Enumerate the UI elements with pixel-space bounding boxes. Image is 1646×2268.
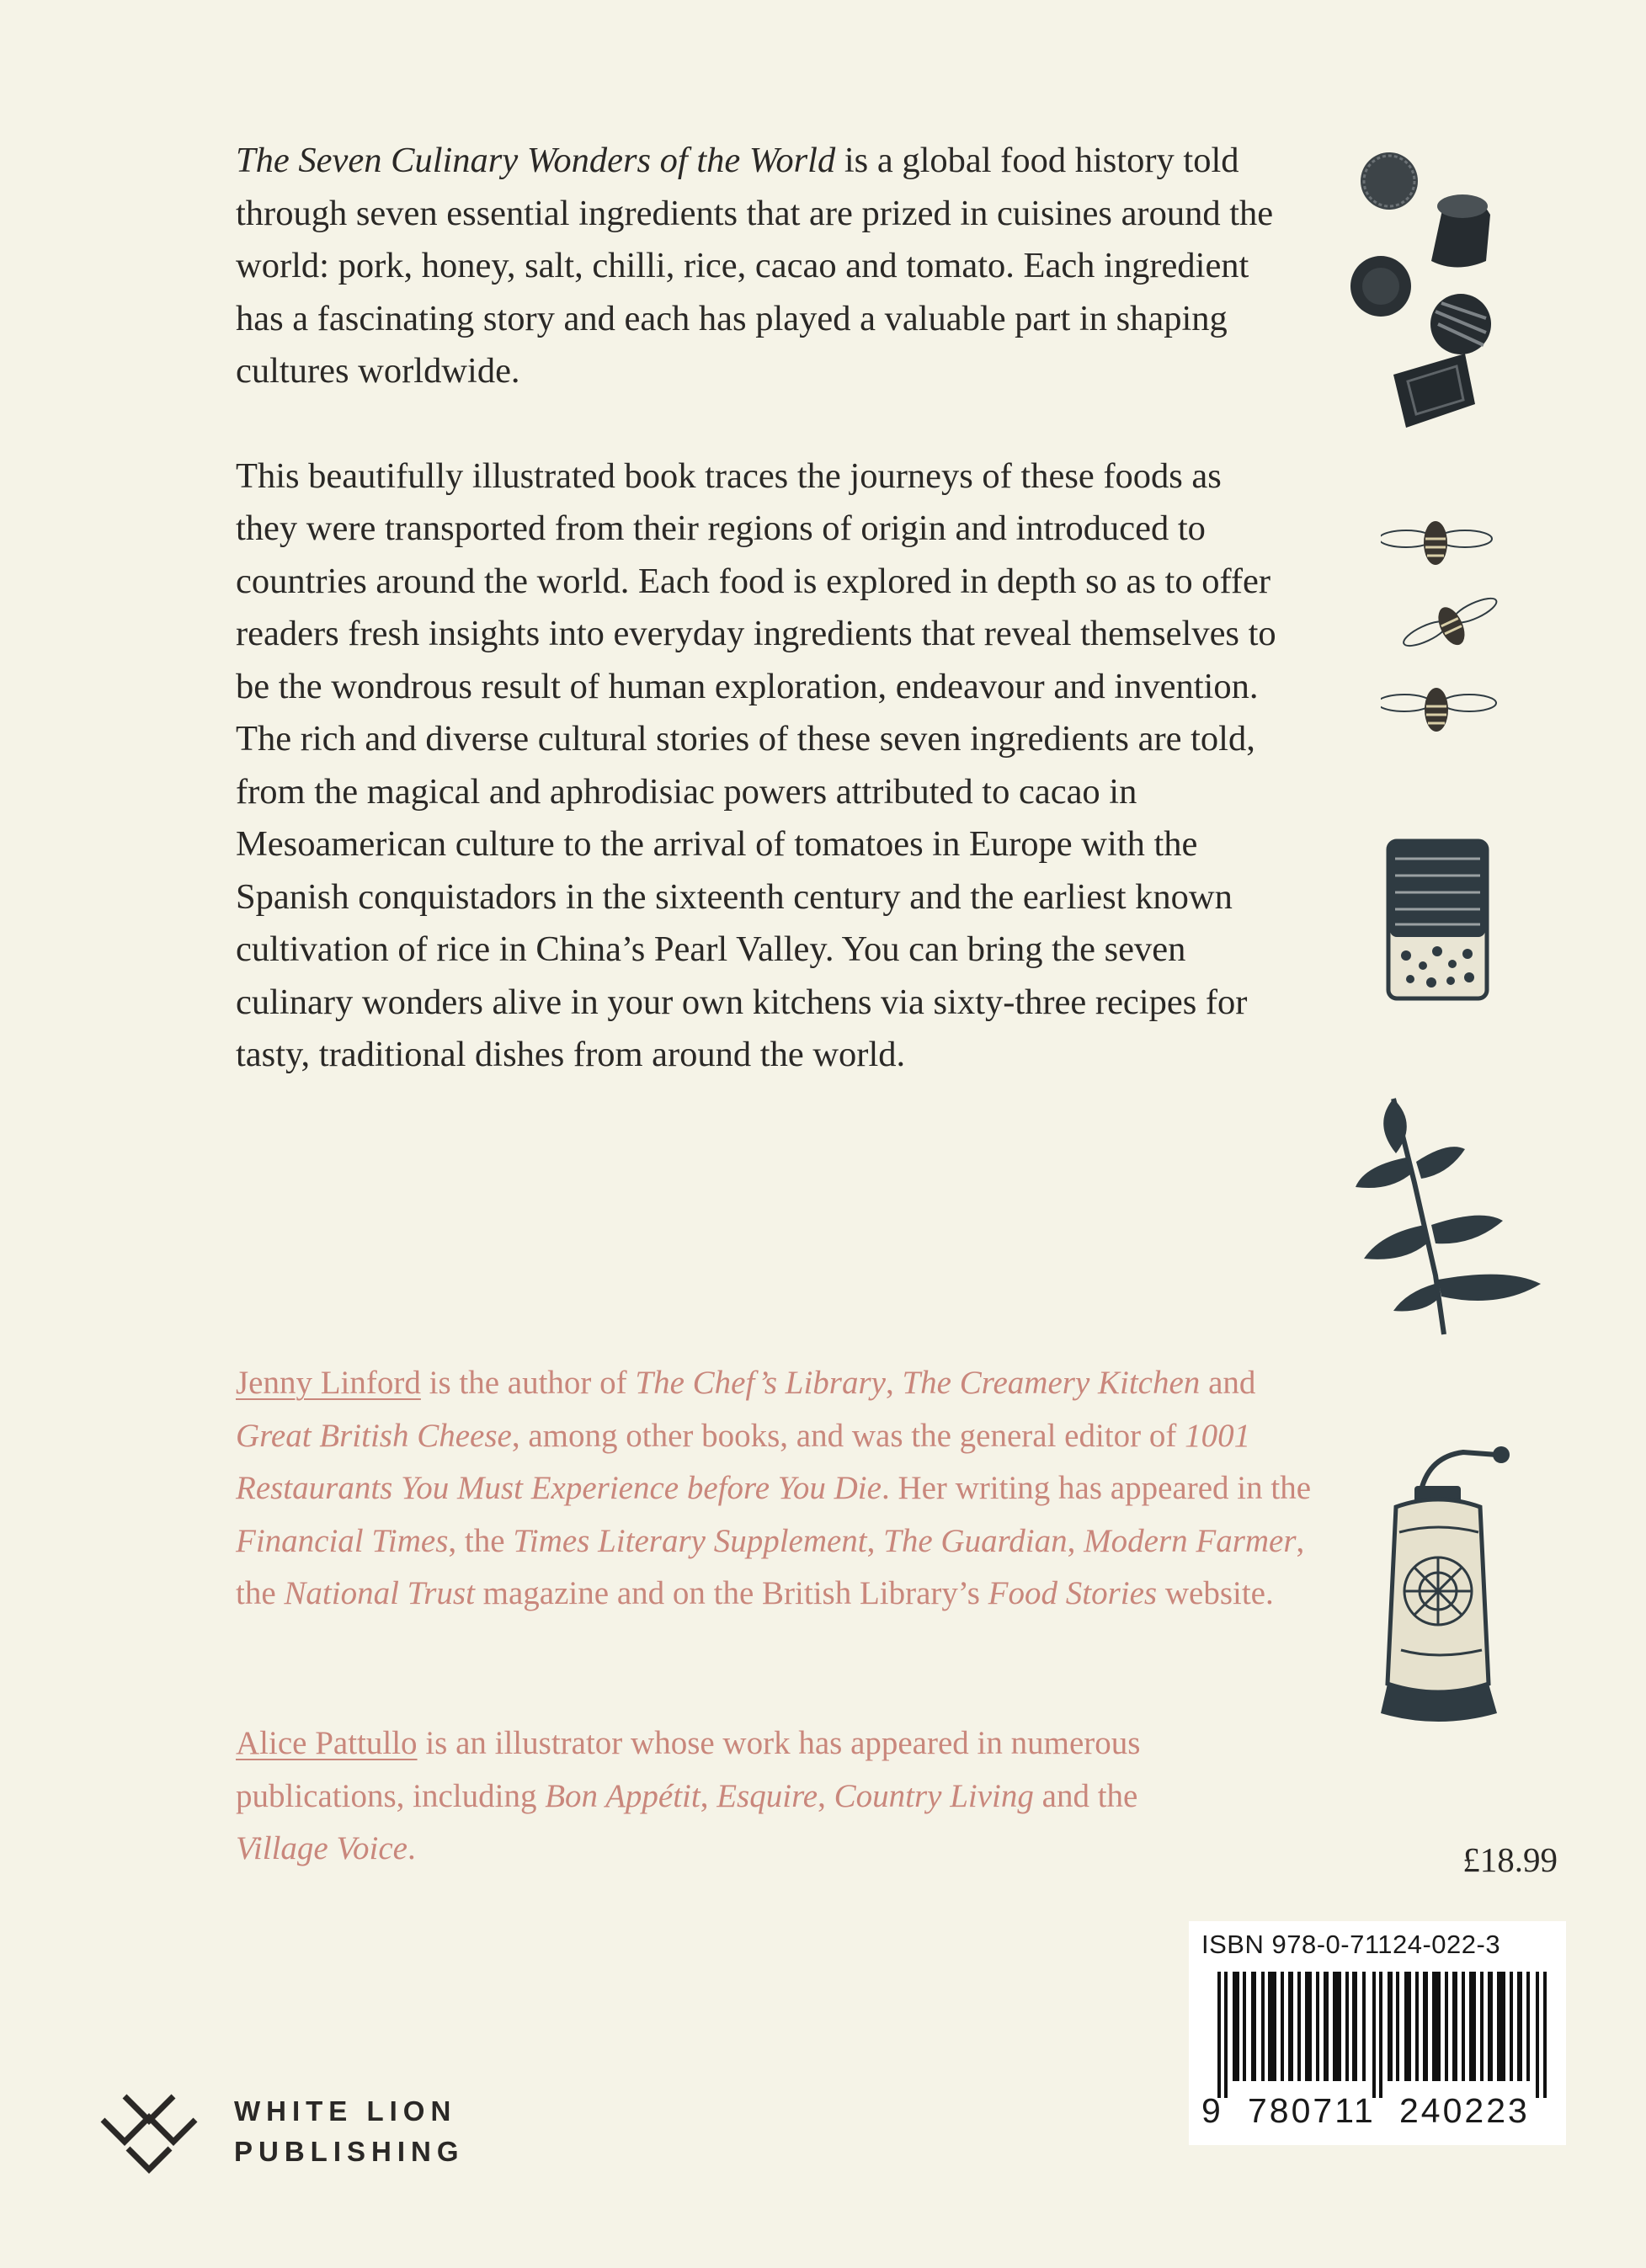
bio-text: , <box>1067 1522 1084 1559</box>
book-reference: 1001 Restaurants You Must Experience before You Die <box>236 1417 1251 1506</box>
blurb-paragraph-2: This beautifully illustrated book traces the journeys of these foods as they were transported from their regions of origin and introduced to countries around the world. Each food is explored in depth so as to offer readers fresh insights into everyday ingredients that reveal themselves to be the wondrous result of human exploration, endeavour and invention. The rich and diverse cultural stories of these seven ingredients are told, from the magical and aphrodisiac powers attributed to cacao in Mesoamerican culture to the arrival of tomatoes in Europe with the Spanish conquistadors in the sixteenth century and the earliest known cultivation of rice in China’s Pearl Valley. You can bring the seven culinary wonders alive in your own kitchens via sixty-three recipes for tasty, traditional dishes from around the world. <box>236 455 1276 1074</box>
publisher-line-2: PUBLISHING <box>234 2136 465 2167</box>
blurb-text-1: is a global food history told through seven essential ingredients that are prized in cuisines around the world: pork, honey, salt, chilli, rice, cacao and tomato. Each ingredient has a fascinating story and each has played a valuable part in shaping cultures worldwide. <box>236 141 1274 391</box>
barcode-digit-first: 9 <box>1201 2091 1221 2130</box>
bio-text: and the <box>1033 1777 1138 1814</box>
publication-reference: Country Living <box>834 1777 1034 1814</box>
barcode-digits-group-2: 240223 <box>1399 2091 1530 2130</box>
barcode-digits <box>1201 2091 1559 2131</box>
publication-reference: National Trust <box>284 1575 475 1611</box>
author-name: Jenny Linford <box>236 1365 421 1401</box>
blurb <box>236 135 1288 1082</box>
blurb-paragraph-1 <box>236 135 1288 398</box>
publication-reference: Financial Times <box>236 1522 449 1559</box>
bio-text: , <box>700 1777 717 1814</box>
white-lion-logo-icon <box>99 2090 199 2174</box>
isbn-label: ISBN 978-0-71124-022-3 <box>1201 1930 1501 1959</box>
cacao-chocolates-illustration <box>1347 143 1499 429</box>
barcode-digits-group-1: 780711 <box>1248 2091 1376 2130</box>
pepper-grinder-illustration <box>1371 1440 1526 1730</box>
barcode <box>1189 1921 1566 2145</box>
bio-text: , <box>866 1522 884 1559</box>
publication-reference: The Guardian <box>883 1522 1068 1559</box>
book-reference: The Creamery Kitchen <box>902 1365 1201 1401</box>
bio-text: , the <box>236 1522 1305 1611</box>
salt-block-illustration <box>1385 838 1490 1002</box>
tomato-leaf-illustration <box>1347 1082 1545 1343</box>
author-bio <box>236 1357 1322 1621</box>
publication-reference: Times Literary Supplement <box>513 1522 867 1559</box>
illustrator-name: Alice Pattullo <box>236 1725 418 1761</box>
publication-reference: Village Voice <box>236 1830 408 1866</box>
bio-text: , <box>818 1777 834 1814</box>
bio-text: . Her writing has appeared in the <box>881 1470 1312 1506</box>
publication-reference: Esquire <box>716 1777 818 1814</box>
bio-text: website. <box>1157 1575 1274 1611</box>
bio-text: magazine and on the British Library’s <box>474 1575 988 1611</box>
bio-text: , among other books, and was the general editor of <box>511 1417 1185 1454</box>
bio-text: , <box>885 1365 903 1401</box>
barcode-bars <box>1217 1972 1550 2098</box>
publication-reference: Food Stories <box>988 1575 1158 1611</box>
illustrator-bio <box>236 1717 1229 1876</box>
price: £18.99 <box>1462 1840 1558 1879</box>
bees-illustration <box>1381 505 1515 758</box>
publication-reference: Bon Appétit <box>545 1777 700 1814</box>
publisher-logo <box>99 2090 465 2174</box>
publisher-name <box>234 2091 465 2172</box>
bio-text: is the author of <box>420 1365 636 1401</box>
bio-text: and <box>1200 1365 1256 1401</box>
bio-text: . <box>407 1830 416 1866</box>
bio-text: is an illustrator whose work has appeared in numerous publications, including <box>236 1725 1141 1814</box>
publisher-line-1: WHITE LION <box>234 2095 457 2127</box>
bio-text: , the <box>448 1522 514 1559</box>
book-title: The Seven Culinary Wonders of the World <box>236 141 836 180</box>
book-reference: The Chef’s Library <box>635 1365 886 1401</box>
book-reference: Great British Cheese <box>236 1417 512 1454</box>
publication-reference: Modern Farmer <box>1084 1522 1297 1559</box>
